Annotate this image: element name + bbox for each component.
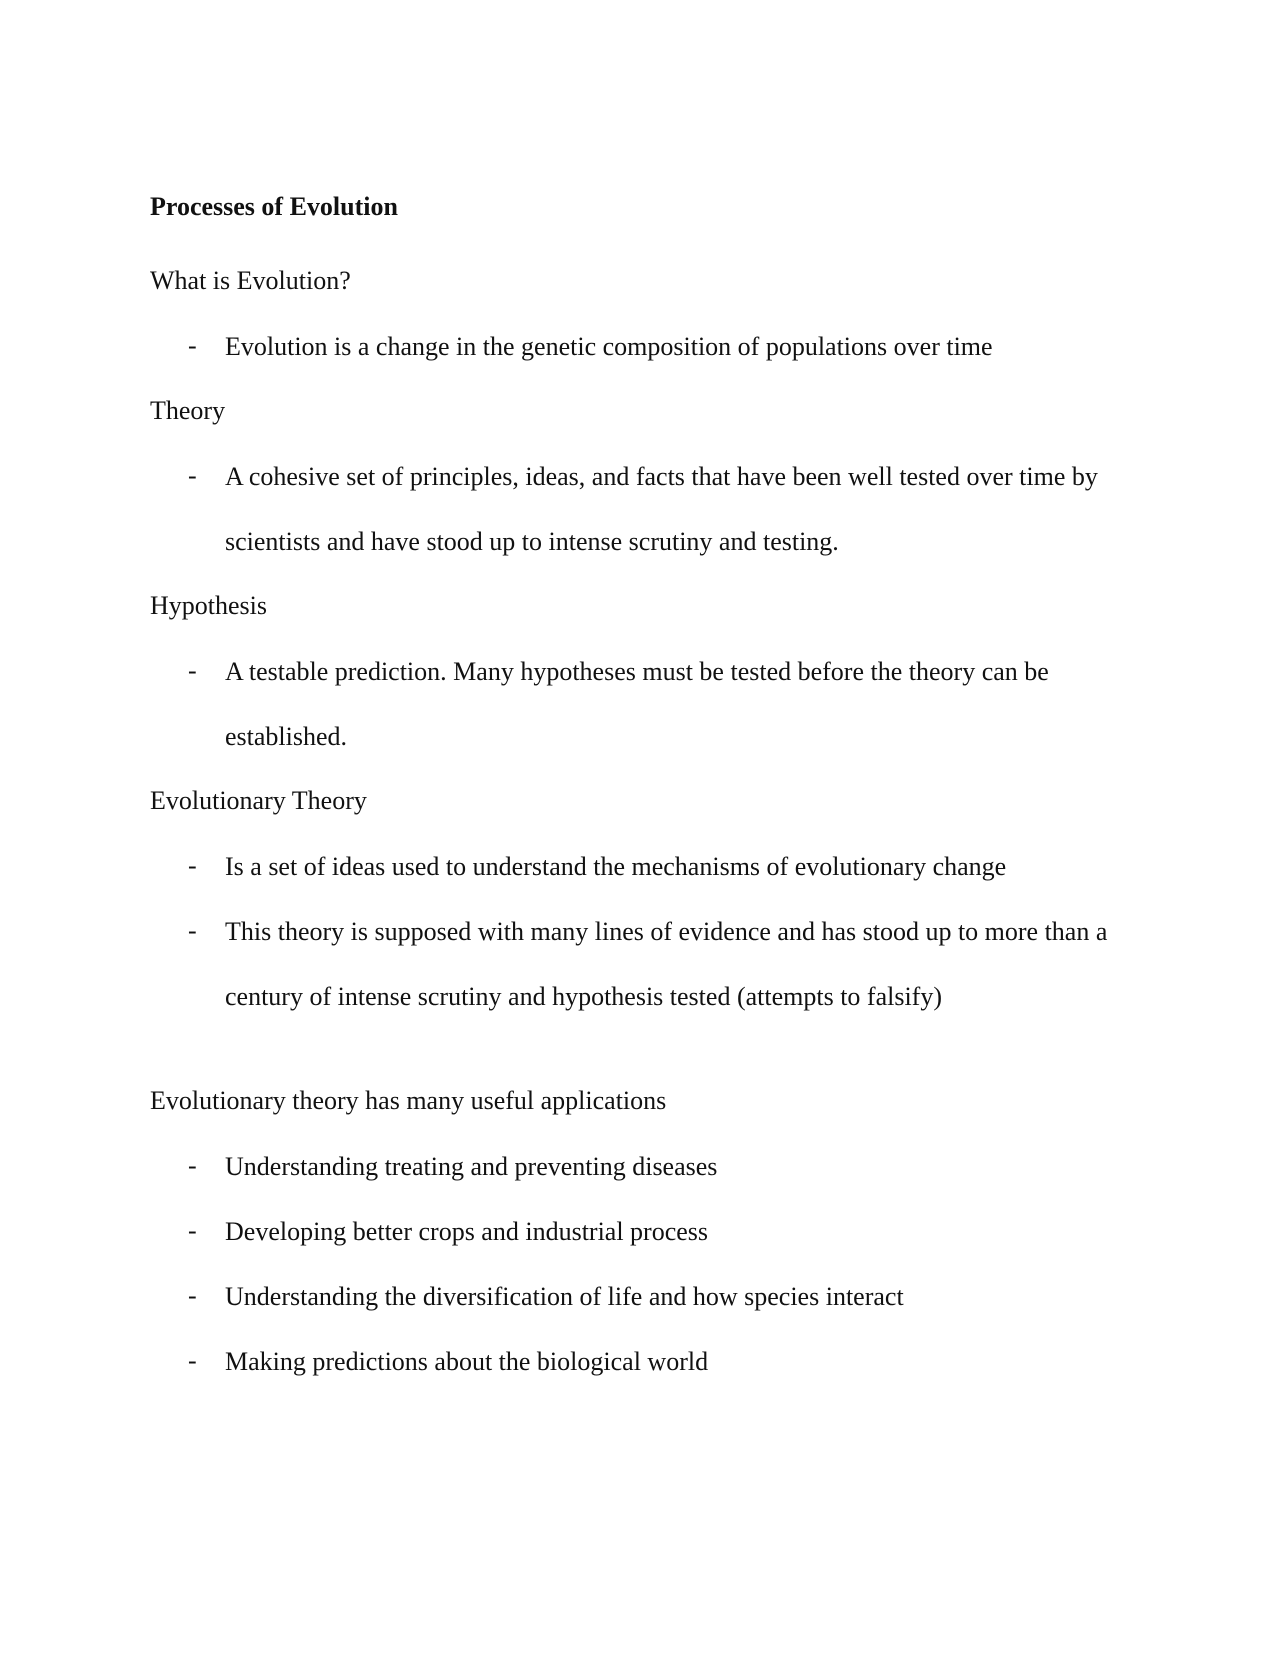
bullet-text: Developing better crops and industrial process bbox=[225, 1216, 709, 1246]
bullet-text: Making predictions about the biological world bbox=[225, 1346, 709, 1376]
bullet-text: A testable prediction. Many hypotheses must be tested before the theory can be established. bbox=[225, 656, 1049, 751]
bullet-dash: - bbox=[188, 331, 197, 360]
bullet-item bbox=[150, 911, 1150, 1016]
bullet-dash: - bbox=[188, 1216, 197, 1245]
bullet-dash: - bbox=[188, 1346, 197, 1375]
bullet-list bbox=[150, 326, 1150, 366]
bullet-dash: - bbox=[188, 916, 197, 945]
bullet-text: This theory is supposed with many lines of evidence and has stood up to more than a century of intense scrutiny and hypothesis tested (attempts to falsify) bbox=[225, 916, 1108, 1011]
bullet-text: Evolution is a change in the genetic composition of populations over time bbox=[225, 331, 993, 361]
bullet-list bbox=[150, 651, 1150, 756]
section-heading: Hypothesis bbox=[150, 591, 267, 620]
bullet-text: Understanding treating and preventing diseases bbox=[225, 1151, 718, 1181]
bullet-item bbox=[150, 326, 1150, 366]
bullet-text: Is a set of ideas used to understand the mechanisms of evolutionary change bbox=[225, 851, 1007, 881]
bullet-dash: - bbox=[188, 461, 197, 490]
bullet-list bbox=[150, 456, 1150, 561]
section-heading: What is Evolution? bbox=[150, 266, 351, 295]
document-content bbox=[150, 186, 1150, 1406]
bullet-text: Understanding the diversification of life and how species interact bbox=[225, 1281, 904, 1311]
bullet-dash: - bbox=[188, 1151, 197, 1180]
bullet-dash: - bbox=[188, 851, 197, 880]
bullet-item bbox=[150, 1146, 1150, 1186]
bullet-item bbox=[150, 1341, 1150, 1381]
document-title: Processes of Evolution bbox=[150, 192, 398, 221]
bullet-list bbox=[150, 1146, 1150, 1381]
section-heading: Theory bbox=[150, 396, 226, 425]
bullet-list bbox=[150, 846, 1150, 1016]
section-heading: Evolutionary theory has many useful applications bbox=[150, 1086, 667, 1115]
bullet-dash: - bbox=[188, 656, 197, 685]
bullet-text: A cohesive set of principles, ideas, and facts that have been well tested over time by scientists and have stood up to intense scrutiny and testing. bbox=[225, 461, 1098, 556]
bullet-item bbox=[150, 456, 1150, 561]
bullet-item bbox=[150, 846, 1150, 886]
section-heading: Evolutionary Theory bbox=[150, 786, 367, 815]
bullet-item bbox=[150, 1211, 1150, 1251]
bullet-dash: - bbox=[188, 1281, 197, 1310]
bullet-item bbox=[150, 1276, 1150, 1316]
bullet-item bbox=[150, 651, 1150, 756]
